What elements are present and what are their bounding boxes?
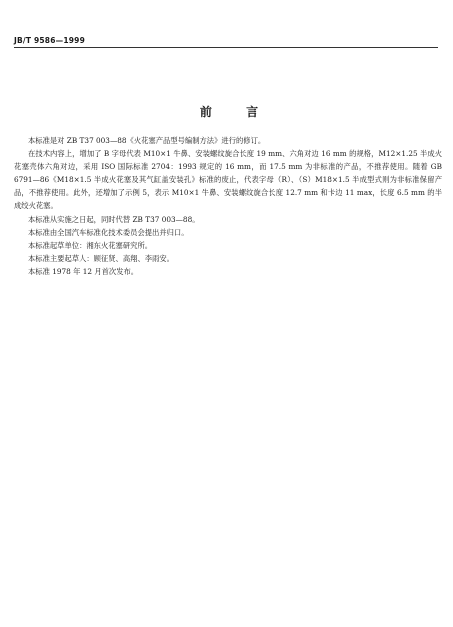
paragraph-technical-changes: 在技术内容上，增加了 B 字母代表 M10×1 牛鼻、安装螺纹旋合长度 19 mm、六角对边 16 mm 的规格，M12×1.25 半成火花塞壳体六角对边，采用 ISO 国际标准 2704：1993 规定的 16 mm，而 17.5 mm 为非标准的产品，不推荐使用。随着 GB 6791—86《M18×1.5 半成火花塞及其气缸盖安装孔》标准的废止，代表字母（R）、（S）M18×1.5 半成型式则为非标准保留产品，不推荐使用。此外，还增加了示例 5，表示 M10×1 牛鼻、安装螺纹旋合长度 12.7 mm 和卡边 11 max，长度 6.5 mm 的半成绞火花塞。 [14, 149, 442, 211]
paragraph-drafters: 本标准主要起草人：顾征贤、高翔、李雨安。 [28, 253, 174, 263]
paragraph-replacement: 本标准从实施之日起，同时代替 ZB T37 003—88。 [28, 214, 200, 224]
header-rule [14, 47, 438, 48]
standard-code: JB/T 9586—1999 [14, 36, 86, 45]
page-title: 前 言 [199, 105, 274, 119]
paragraph-proposer: 本标准由全国汽车标准化技术委员会提出并归口。 [28, 227, 189, 237]
paragraph-drafting-unit: 本标准起草单位：湘东火花塞研究所。 [28, 240, 153, 250]
paragraph-intro: 本标准是对 ZB T37 003—88《火花塞产品型号编制方法》进行的修订。 [28, 136, 266, 145]
document-body [14, 134, 442, 278]
paragraph-first-issue: 本标准 1978 年 12 月首次发布。 [28, 266, 139, 276]
